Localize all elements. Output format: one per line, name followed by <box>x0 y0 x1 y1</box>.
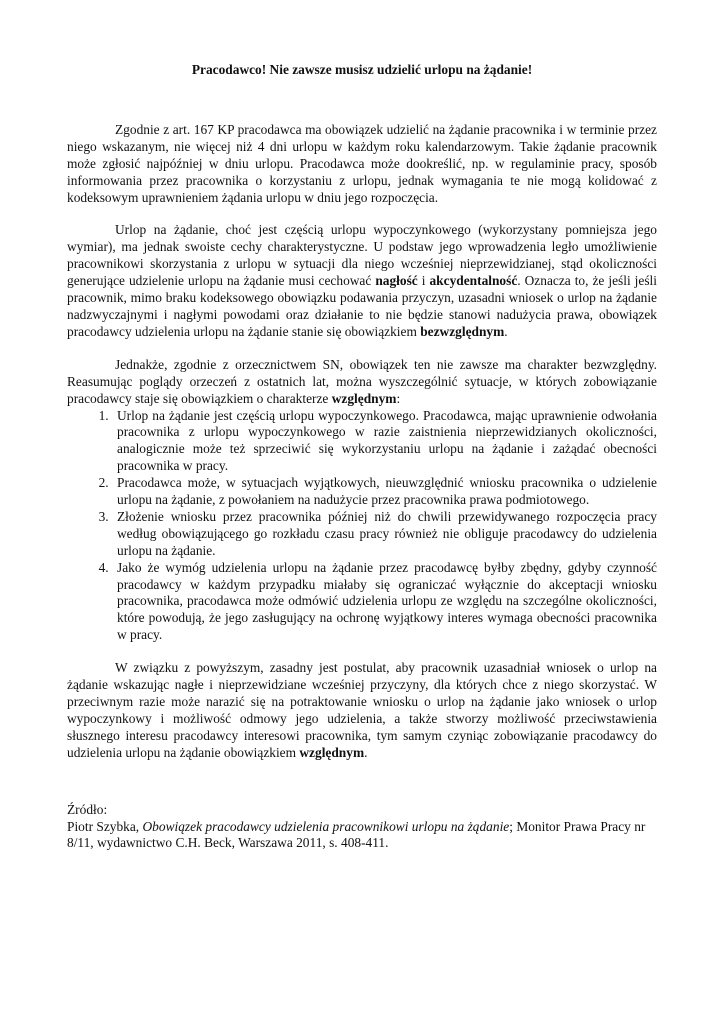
paragraph-4-text-c: . <box>364 744 368 760</box>
paragraph-2-text-d: . Oznacza to, że jeśli jeśli pracownik, mimo braku kodeksowego obowiązku podawania przyczyn, uzasadni wniosek o urlop na żądanie nadzwyczajnymi i nagłymi powodami oraz działanie to nie będzie stanowi nadużycia prawa, obowiązek pracodawcy udzielenia urlopu na żądanie stanie się obowiązkiem <box>67 273 658 339</box>
paragraph-3-text-c: : <box>396 390 401 406</box>
source-label: Źródło: <box>67 801 108 817</box>
paragraph-1: Zgodnie z art. 167 KP pracodawca ma obowiązek udzielić na żądanie pracownika i w terminie przez niego wskazanym, nie więcej niż 4 dni urlopu w każdym roku kalendarzowym. Takie żądanie pracownik może zgłosić najpóźniej w dniu urlopu. Pracodawca może dookreślić, np. w regulaminie pracy, sposób informowania przez pracownika o korzystaniu z urlopu, jednak wymagania te nie mogą kolidować z kodeksowym uprawnieniem żądania urlopu w dniu jego rozpoczęcia. <box>67 121 657 205</box>
document-page <box>67 62 657 852</box>
list-item: 2. Pracodawca może, w sytuacjach wyjątkowych, nieuwzględnić wniosku pracownika o udzielenie urlopu na żądanie, z powołaniem na nadużycie przez pracownika prawa podmiotowego. <box>112 475 657 509</box>
bold-bezwzgledny: bezwzględnym <box>420 323 505 339</box>
paragraph-3 <box>67 357 657 408</box>
source-block <box>67 802 657 853</box>
bold-wzgledny-1: względnym <box>331 390 397 406</box>
numbered-list <box>67 408 657 645</box>
source-citation <box>67 819 657 853</box>
list-item: 4. Jako że wymóg udzielenia urlopu na żądanie przez pracodawcę byłby zbędny, gdyby czynność pracodawcy w każdym przypadku miałaby się ograniczać wyłącznie do akceptacji wniosku pracownika, pracodawca może odmówić udzielenia urlopu ze względu na szczególne okoliczności, które powodują, że jego zasługujący na ochronę wyjątkowy interes wymaga obecności pracownika w pracy. <box>112 560 657 645</box>
source-publication: ; Monitor Prawa Pracy nr 8/11, wydawnictwo C.H. Beck, Warszawa 2011, s. 408-411. <box>67 818 646 851</box>
source-work-title: Obowiązek pracodawcy udzielenia pracownikowi urlopu na żądanie <box>142 818 510 834</box>
bold-wzgledny-2: względnym <box>299 744 365 760</box>
list-item: 1. Urlop na żądanie jest częścią urlopu wypoczynkowego. Pracodawca, mając uprawnienie odwołania pracownika z urlopu wypoczynkowego w razie zaistnienia nieprzewidzianych okoliczności, analogicznie może też sprzeciwić się wykorzystaniu urlopu na żądanie i zażądać obecności pracownika w pracy. <box>112 408 657 476</box>
bold-akcydentalnosc: akcydentalność <box>429 273 518 289</box>
document-title: Pracodawco! Nie zawsze musisz udzielić urlopu na żądanie! <box>191 62 533 77</box>
paragraph-3-text-a: Jednakże, zgodnie z orzecznictwem SN, obowiązek ten nie zawsze ma charakter bezwzględny. Reasumując poglądy orzeczeń z ostatnich lat, można wyszczególnić sytuacje, w których zobowiązanie pracodawcy staje się obowiązkiem o charakterze <box>67 356 657 406</box>
paragraph-4-text-a: W związku z powyższym, zasadny jest postulat, aby pracownik uzasadniał wniosek o urlop na żądanie wskazując nagłe i nieprzewidziane wcześniej przyczyny, dla których chce z niego skorzystać. W przeciwnym razie może narazić się na potraktowanie wniosku o urlop na żądanie jako wniosek o urlop wypoczynkowy i możliwość odmowy jego udzielenia, a także stworzy możliwość przeciwstawienia słusznego interesu pracodawcy interesowi pracownika, tym samym czyniąc zobowiązanie pracodawcy do udzielenia urlopu na żądanie obowiązkiem <box>67 660 657 760</box>
list-item: 3. Złożenie wniosku przez pracownika później niż do chwili przewidywanego rozpoczęcia pracy według obowiązującego go rozkładu czasu pracy również nie obliguje pracodawcy do udzielenia urlopu na żądanie. <box>112 509 657 560</box>
source-author: Piotr Szybka, <box>67 818 143 834</box>
paragraph-2-text-c: i <box>417 273 430 289</box>
paragraph-2 <box>67 222 657 340</box>
paragraph-2-text-a: Urlop na żądanie, choć jest częścią urlopu wypoczynkowego (wykorzystany pomniejsza jego wymiar), ma jednak swoiste cechy charakterystyczne. U podstaw jego wprowadzenia legło umożliwienie pracownikowi skorzystania z urlopu w sytuacji dla niego wcześniej nieprzewidzianej, stąd okoliczności generujące udzielenie urlopu na żądanie musi cechować <box>67 222 657 289</box>
paragraph-4 <box>67 660 657 761</box>
bold-naglosc: nagłość <box>375 273 418 289</box>
paragraph-2-text-e: . <box>504 323 508 339</box>
